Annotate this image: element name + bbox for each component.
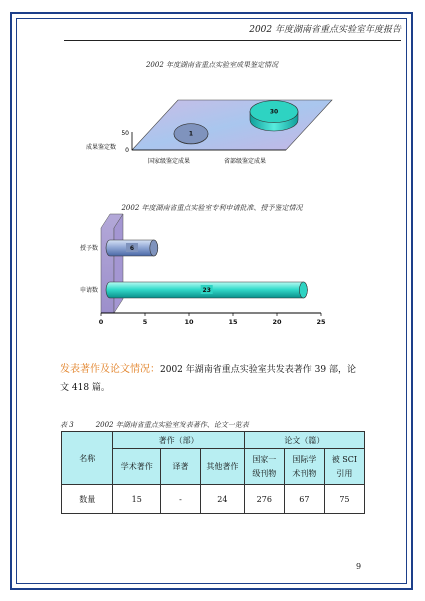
chart2-value-label-1: 23 bbox=[202, 287, 211, 294]
cell-sci: 75 bbox=[324, 485, 364, 514]
chart1-ytick-min: 0 bbox=[125, 147, 129, 154]
section-colon: ： bbox=[150, 364, 160, 375]
running-header: 2002 年度湖南省重点实验室年度报告 bbox=[249, 25, 401, 35]
header-academic: 学术著作 bbox=[113, 449, 161, 485]
header-papers-group: 论文（篇） bbox=[244, 432, 364, 449]
header-books-group: 著作（部） bbox=[113, 432, 244, 449]
chart2-tick-label-2: 10 bbox=[184, 318, 194, 326]
paragraph-text-1: 2002 年湖南省重点实验室共发表著作 39 部，论 bbox=[160, 365, 356, 375]
cell-national: 276 bbox=[244, 485, 284, 514]
chart2-category-label-0: 授予数 bbox=[79, 245, 98, 252]
header-translation: 译著 bbox=[161, 449, 201, 485]
chart2-tick-label-1: 5 bbox=[142, 318, 148, 326]
chart1-y-label: 成果鉴定数 bbox=[86, 144, 117, 151]
publications-table bbox=[61, 431, 365, 514]
chart2-category-label-1: 申请数 bbox=[79, 287, 98, 294]
cell-translation: - bbox=[161, 485, 201, 514]
chart2-tick-label-0: 0 bbox=[98, 318, 104, 326]
chart2-value-label-0: 6 bbox=[129, 245, 135, 252]
cell-other: 24 bbox=[200, 485, 244, 514]
page-number: 9 bbox=[356, 562, 362, 571]
row-label-quantity: 数量 bbox=[62, 485, 113, 514]
chart1-value-label-0: 1 bbox=[188, 130, 194, 138]
chart1-value-label-1: 30 bbox=[269, 108, 279, 116]
chart2-bar-end-0 bbox=[150, 240, 158, 256]
chart2-bars bbox=[106, 240, 307, 298]
table-caption bbox=[60, 420, 380, 430]
chart2-tick-label-4: 20 bbox=[272, 318, 282, 326]
chart1-caption: 2002 年度湖南省重点实验室成果鉴定情况 bbox=[145, 61, 279, 69]
chart2-ticks bbox=[99, 313, 326, 326]
paragraph-line-1 bbox=[60, 362, 356, 378]
cell-academic: 15 bbox=[113, 485, 161, 514]
header-name: 名称 bbox=[62, 432, 113, 485]
table-caption-title: 2002 年湖南省重点实验室发表著作、论文一览表 bbox=[95, 421, 249, 429]
paragraph-line-2: 文 418 篇。 bbox=[60, 383, 110, 393]
chart2-bar-end-1 bbox=[299, 282, 307, 298]
chart1-ytick-max: 50 bbox=[121, 130, 129, 137]
cell-intl: 67 bbox=[284, 485, 324, 514]
header-national-journal: 国家一 级刊物 bbox=[244, 449, 284, 485]
header-other: 其他著作 bbox=[200, 449, 244, 485]
chart2-category-labels bbox=[80, 244, 98, 294]
chart1-x-label-provincial: 省部级鉴定成果 bbox=[224, 158, 267, 165]
chart2-caption: 2002 年度湖南省重点实验室专利申请批准、授予鉴定情况 bbox=[121, 204, 303, 212]
chart2-tick-label-3: 15 bbox=[228, 318, 238, 326]
section-highlight: 发表著作及论文情况 bbox=[60, 364, 150, 375]
header-intl-journal: 国际学 术刊物 bbox=[284, 449, 324, 485]
header-sci-cited: 被 SCI 引用 bbox=[324, 449, 364, 485]
chart2-tick-label-5: 25 bbox=[316, 318, 326, 326]
chart1-x-label-national: 国家级鉴定成果 bbox=[148, 158, 191, 165]
table-caption-number: 表 3 bbox=[60, 421, 74, 429]
